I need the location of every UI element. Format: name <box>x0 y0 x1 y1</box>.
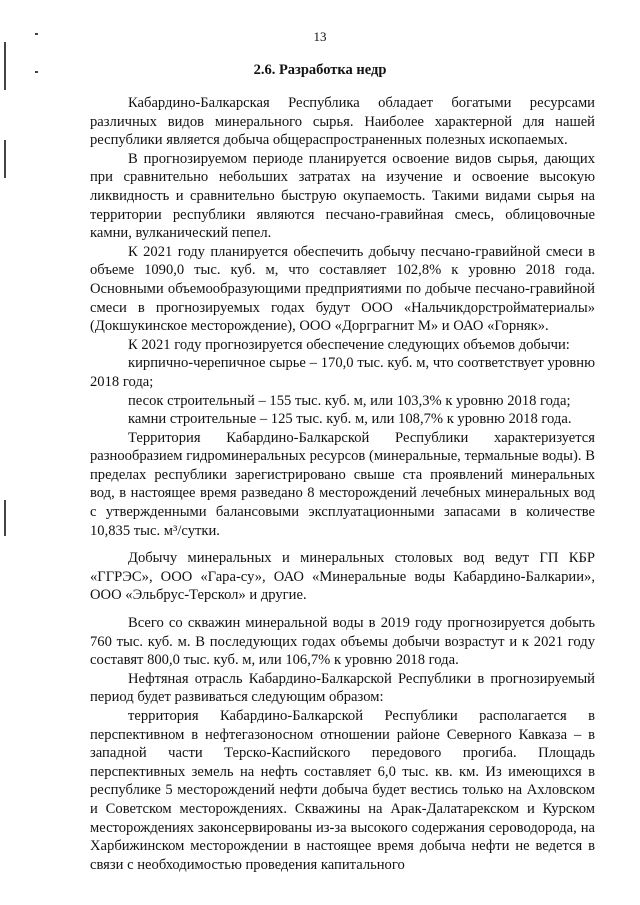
list-item: кирпично-черепичное сырье – 170,0 тыс. куб. м, что соответствует уровню 2018 года; <box>90 355 595 390</box>
paragraph: территория Кабардино-Балкарской Республики располагается в перспективном в нефтегазоносном отношении районе Северного Кавказа – в западной части Терско-Каспийского передового прогиба. Площадь перспективных земель на нефть составляет 6,0 тыс. кв. км. Из имеющихся в республике 5 месторождений нефти добыча будет вестись только на Ахловском и Советском месторождениях. Скважины на Арак-Далатарекском и Курском месторождениях законсервированы из-за высокого содержания сероводорода, на Харбижинском месторождении в настоящее время добыча нефти не ведется в связи с необходимостью проведения капитального <box>90 708 595 873</box>
page-number: 13 <box>313 29 327 44</box>
paragraph: Добычу минеральных и минеральных столовых вод ведут ГП КБР «ГГРЭС», ООО «Гара-су», ОАО «Минеральные воды Кабардино-Балкарии», ООО «Эльбрус-Терскол» и другие. <box>90 550 595 604</box>
margin-mark-3 <box>4 500 6 536</box>
paragraph: Кабардино-Балкарская Республика обладает богатыми ресурсами различных видов минерального сырья. Наиболее характерной для нашей республики является добыча общераспространенных полезных ископаемых. <box>90 95 595 149</box>
document-body <box>90 94 595 874</box>
paragraph: К 2021 году прогнозируется обеспечение следующих объемов добычи: <box>128 336 570 353</box>
paragraph: Нефтяная отрасль Кабардино-Балкарской Республики в прогнозируемый период будет развиваться следующим образом: <box>90 670 595 706</box>
margin-mark-2 <box>4 140 6 178</box>
list-item: камни строительные – 125 тыс. куб. м, или 108,7% к уровню 2018 года. <box>128 411 572 428</box>
list-item: песок строительный – 155 тыс. куб. м, или 103,3% к уровню 2018 года; <box>128 392 571 409</box>
paragraph: В прогнозируемом периоде планируется освоение видов сырья, дающих при сравнительно небольших затратах на изучение и освоение высокую ликвидность и сравнительно быструю окупаемость. Такими видами сырья на территории республики являются песчано-гравийная смесь, облицовочные камни, вулканический пепел. <box>90 150 595 242</box>
paragraph: Территория Кабардино-Балкарской Республики характеризуется разнообразием гидроминеральных ресурсов (минеральные, термальные воды). В пределах республики зарегистрировано свыше ста проявлений минеральных вод, в настоящее время разведано 8 месторождений лечебных минеральных вод с утвержденными балансовыми эксплуатационными запасами в количестве 10,835 тыс. м³/сутки. <box>90 429 595 539</box>
section-heading: 2.6. Разработка недр <box>253 62 387 78</box>
paragraph: К 2021 году планируется обеспечить добычу песчано-гравийной смеси в объеме 1090,0 тыс. куб. м, что составляет 102,8% к уровню 2018 года. Основными объемообразующими предприятиями по добыче песчано-гравийной смеси в прогнозируемых годах будут ООО «Нальчикдорстройматериалы» (Докшукинское месторождение), ООО «Дорграгнит М» и ОАО «Горняк». <box>90 243 595 335</box>
paragraph: Всего со скважин минеральной воды в 2019 году прогнозируется добыть 760 тыс. куб. м. В последующих годах объемы добычи возрастут и к 2021 году составят 800,0 тыс. куб. м, или 106,7% к уровню 2018 года. <box>90 615 595 669</box>
